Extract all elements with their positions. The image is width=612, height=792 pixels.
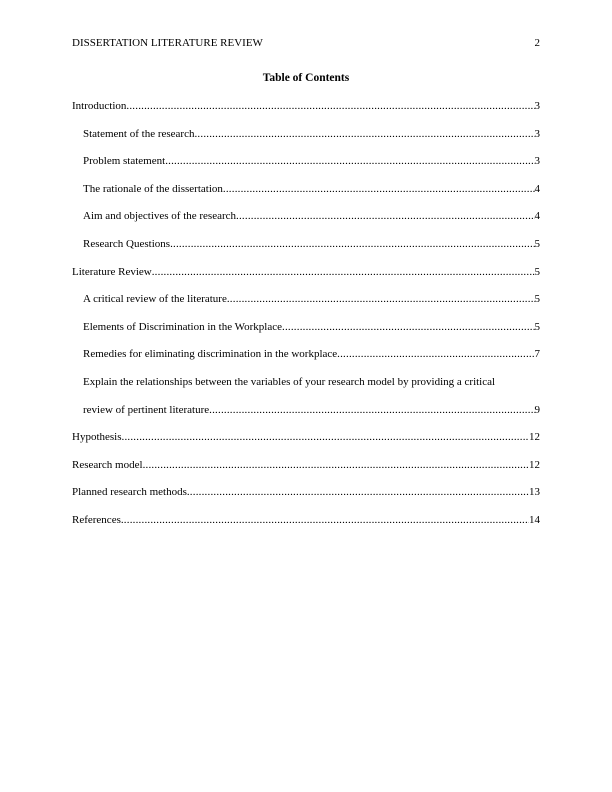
dot-leader [337, 345, 534, 363]
toc-entry-page: 3 [534, 100, 540, 112]
toc-entry-elements-of-discrimination[interactable] [72, 318, 540, 346]
toc-entry-remedies[interactable] [72, 345, 540, 373]
toc-entry-label: The rationale of the dissertation [83, 182, 223, 195]
toc-entry-page: 13 [529, 486, 540, 499]
toc-entry-label: Aim and objectives of the research [83, 210, 237, 223]
toc-title: Table of Contents [262, 72, 350, 84]
toc-entry-page: 7 [534, 348, 540, 361]
dot-leader [223, 180, 535, 198]
toc-entry-page: 9 [534, 403, 540, 416]
page-number: 2 [534, 37, 540, 49]
toc-entry-page: 14 [529, 513, 540, 526]
toc-entry-label: Problem statement [83, 155, 166, 168]
toc-entry-planned-research-methods[interactable] [72, 483, 540, 511]
dot-leader [152, 263, 535, 281]
page-header [72, 37, 540, 50]
dot-leader [143, 456, 529, 474]
toc-entry-page: 3 [534, 127, 540, 140]
toc-entry-page: 5 [534, 293, 540, 306]
toc-entry-relationships-between-variables[interactable] [72, 373, 540, 428]
toc-entry-rationale[interactable] [72, 180, 540, 208]
toc-entry-page: 5 [534, 320, 540, 333]
toc-entry-label: Research model [72, 458, 143, 471]
toc-entry-statement-of-research[interactable] [72, 125, 540, 153]
toc-entry-page: 12 [529, 458, 540, 471]
toc-entry-research-model[interactable] [72, 456, 540, 484]
toc-entry-label: Literature Review [72, 265, 152, 278]
toc-entry-introduction[interactable] [72, 97, 540, 125]
running-title: DISSERTATION LITERATURE REVIEW [72, 37, 263, 49]
dot-leader [126, 97, 534, 115]
toc-entry-label: Research Questions [83, 237, 171, 250]
toc-entry-literature-review[interactable] [72, 263, 540, 291]
toc-entry-references[interactable] [72, 511, 540, 539]
toc-entry-label: Hypothesis [72, 431, 122, 444]
dot-leader [209, 401, 534, 419]
toc-entry-label: Statement of the research [83, 127, 195, 140]
dot-leader [187, 483, 529, 501]
dot-leader [282, 318, 535, 336]
toc-entry-page: 5 [534, 237, 540, 250]
toc-entry-research-questions[interactable] [72, 235, 540, 263]
toc-entry-problem-statement[interactable] [72, 152, 540, 180]
dot-leader [194, 125, 534, 143]
toc-entry-page: 12 [529, 431, 540, 444]
toc-entry-label: Planned research methods [72, 486, 187, 499]
dot-leader [227, 290, 535, 308]
dot-leader [122, 428, 530, 446]
toc-entry-label: References [72, 513, 121, 526]
dot-leader [165, 152, 534, 170]
toc-entry-label-line1: Explain the relationships between the variables of your research model by providing a critical [83, 375, 496, 388]
toc-entry-critical-review[interactable] [72, 290, 540, 318]
dot-leader [170, 235, 534, 253]
toc-entry-label: A critical review of the literature [83, 293, 227, 306]
dot-leader [236, 207, 534, 225]
toc-entry-page: 4 [534, 182, 540, 195]
toc-entry-page: 3 [534, 155, 540, 168]
toc-entry-line2 [83, 401, 540, 429]
toc-entry-label-line2: review of pertinent literature [83, 403, 210, 416]
dot-leader [121, 511, 529, 529]
toc-entry-hypothesis[interactable] [72, 428, 540, 456]
toc-entry-label: Introduction [72, 100, 127, 112]
toc-entry-page: 5 [534, 265, 540, 278]
toc-entry-aim-objectives[interactable] [72, 207, 540, 235]
table-of-contents [72, 97, 540, 539]
toc-entry-label: Remedies for eliminating discrimination in the workplace [83, 348, 338, 361]
toc-entry-label: Elements of Discrimination in the Workplace [83, 320, 282, 333]
toc-entry-page: 4 [534, 210, 540, 223]
